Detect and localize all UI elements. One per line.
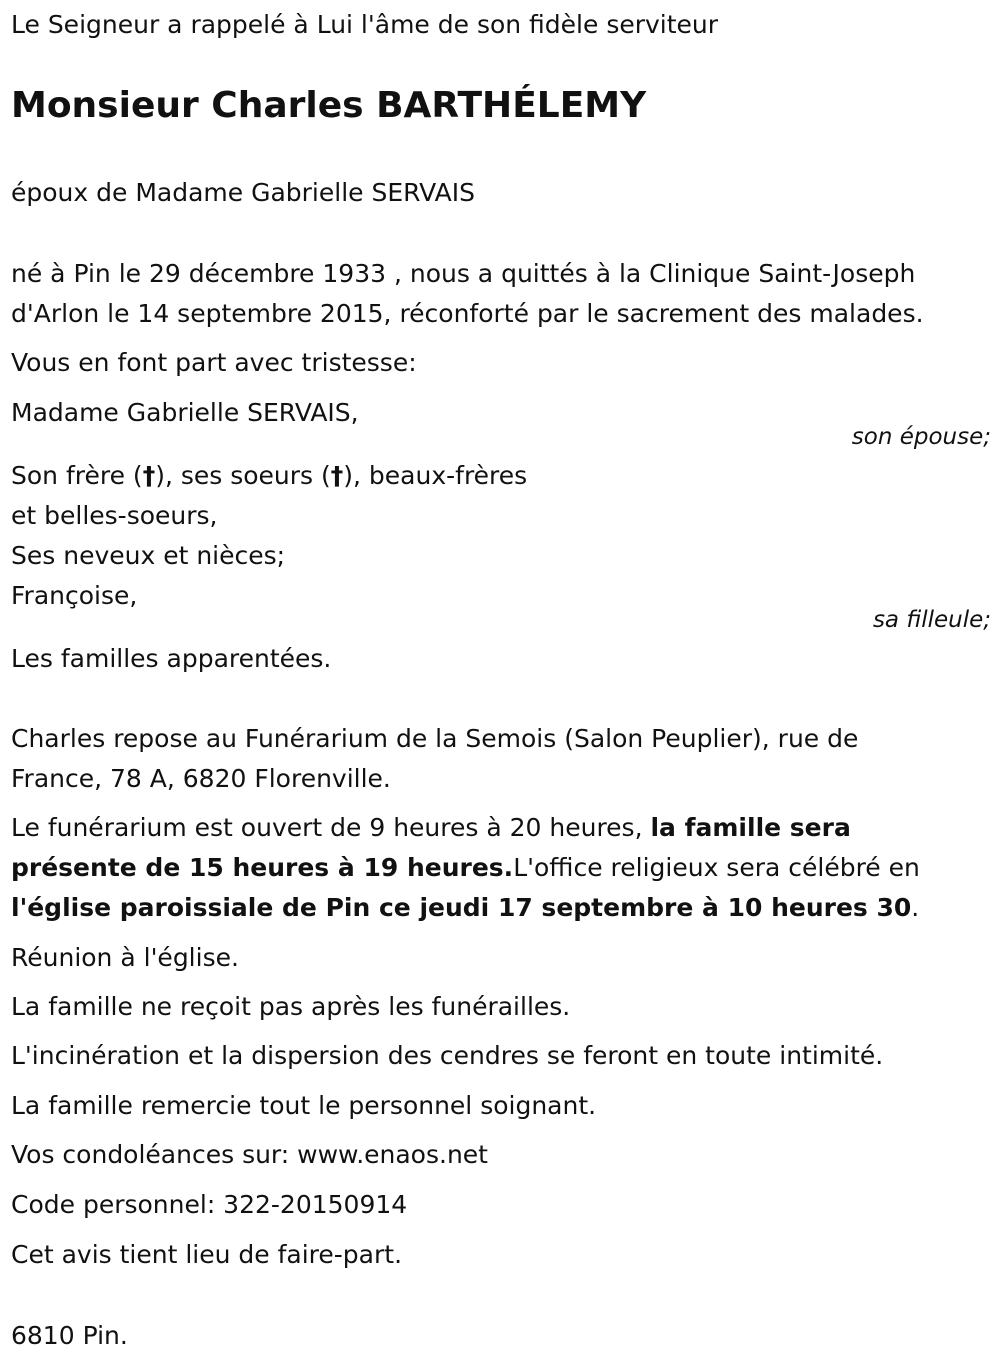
hours-line-1 bbox=[11, 813, 851, 843]
intro-text: Le Seigneur a rappelé à Lui l'âme de son fidèle serviteur bbox=[11, 10, 719, 39]
cross-icon: † bbox=[330, 461, 344, 490]
notice-text: Cet avis tient lieu de faire-part. bbox=[11, 1240, 403, 1269]
goddaughter-role: sa filleule; bbox=[872, 607, 991, 633]
siblings-text-a: Son frère ( bbox=[11, 461, 143, 490]
code-text: Code personnel: 322-20150914 bbox=[11, 1190, 408, 1219]
place-text: 6810 Pin. bbox=[11, 1321, 128, 1350]
birth-line-2: d'Arlon le 14 septembre 2015, réconforté par le sacrement des malades. bbox=[11, 299, 924, 328]
hours-family-bold-2: présente de 15 heures à 19 heures. bbox=[11, 853, 514, 882]
siblings-line-1 bbox=[11, 461, 527, 491]
rest-line-1: Charles repose au Funérarium de la Semois (Salon Peuplier), rue de bbox=[11, 724, 859, 753]
cremation-text: L'incinération et la dispersion des cendres se feront en toute intimité. bbox=[11, 1041, 884, 1070]
birth-line-1: né à Pin le 29 décembre 1933 , nous a quittés à la Clinique Saint-Joseph bbox=[11, 259, 916, 288]
hours-period: . bbox=[911, 893, 920, 922]
no-reception-text: La famille ne reçoit pas après les funérailles. bbox=[11, 992, 571, 1021]
relatives-text: Les familles apparentées. bbox=[11, 644, 332, 673]
thanks-text: La famille remercie tout le personnel soignant. bbox=[11, 1091, 597, 1120]
siblings-text-b: ), ses soeurs ( bbox=[155, 461, 331, 490]
hours-family-bold-1: la famille sera bbox=[650, 813, 851, 842]
deceased-name: Monsieur Charles BARTHÉLEMY bbox=[11, 85, 647, 126]
wife-role: son épouse; bbox=[851, 424, 991, 450]
cross-icon: † bbox=[142, 461, 156, 490]
nephews-text: Ses neveux et nièces; bbox=[11, 541, 286, 570]
sadness-text: Vous en font part avec tristesse: bbox=[11, 348, 417, 377]
spouse-text: époux de Madame Gabrielle SERVAIS bbox=[11, 178, 475, 207]
siblings-text-c: ), beaux-frères bbox=[343, 461, 528, 490]
meeting-text: Réunion à l'église. bbox=[11, 943, 239, 972]
hours-line-3 bbox=[11, 893, 919, 923]
hours-open: Le funérarium est ouvert de 9 heures à 20 heures, bbox=[11, 813, 651, 842]
rest-line-2: France, 78 A, 6820 Florenville. bbox=[11, 764, 391, 793]
goddaughter-name: Françoise, bbox=[11, 581, 138, 610]
hours-church-bold: l'église paroissiale de Pin ce jeudi 17 septembre à 10 heures 30 bbox=[11, 893, 912, 922]
siblings-line-2: et belles-soeurs, bbox=[11, 501, 218, 530]
wife-name: Madame Gabrielle SERVAIS, bbox=[11, 398, 359, 427]
hours-office: L'office religieux sera célébré en bbox=[513, 853, 920, 882]
condolences-text: Vos condoléances sur: www.enaos.net bbox=[11, 1140, 488, 1169]
hours-line-2 bbox=[11, 853, 920, 883]
